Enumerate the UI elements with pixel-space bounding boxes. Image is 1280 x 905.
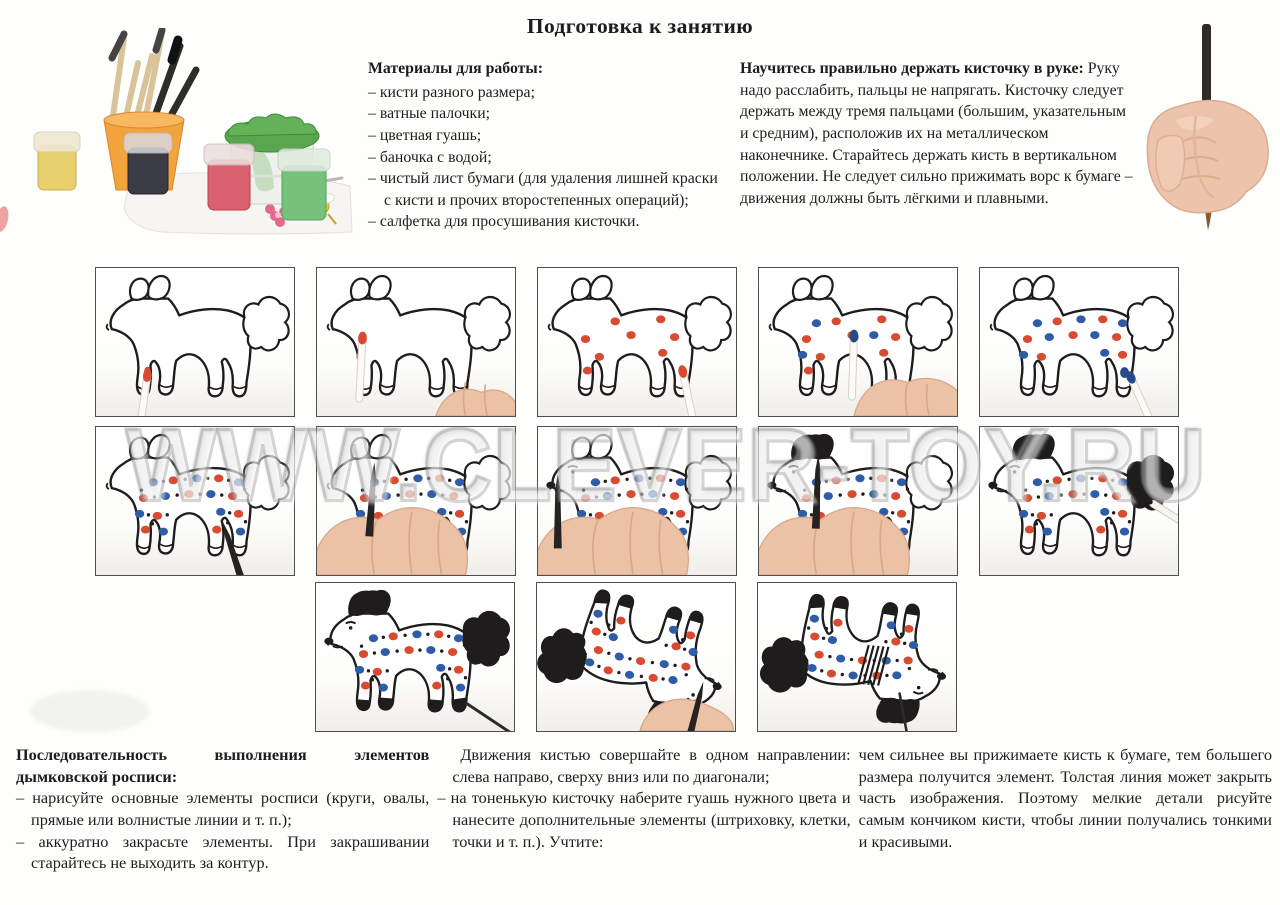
- bottom-col-pressure: [859, 744, 1272, 874]
- list-item: – нарисуйте основные элементы росписи (круги, овалы, прямые или волнистые линии и т. п.);: [16, 788, 430, 830]
- hand-drawing: [1147, 100, 1268, 212]
- step-panel-11: [315, 582, 515, 732]
- step-10-painting-tail: [980, 427, 1178, 575]
- bottom-col-strokes: [437, 744, 850, 874]
- strokes-list: [437, 787, 850, 852]
- scan-smudge: [0, 205, 11, 233]
- gouache-jars-front-drawing: [72, 168, 88, 188]
- hand: [317, 508, 467, 575]
- hand: [759, 508, 909, 575]
- materials-section: [368, 58, 726, 233]
- step-2-red-strokes-on-chest: [317, 268, 515, 416]
- brush-handle: [1148, 499, 1178, 543]
- list-item: – кисти разного размера;: [368, 83, 535, 101]
- step-11-finished-upright-horse: [316, 583, 514, 731]
- list-item: – салфетка для просушивания кисточки.: [368, 213, 640, 231]
- step-panel-4: [758, 267, 958, 417]
- grip-heading: Научитесь правильно держать кисточку в руке:: [740, 60, 1084, 77]
- step-panel-12: [536, 582, 736, 732]
- hand-photo: [1118, 20, 1273, 250]
- horse-drawing: [758, 591, 952, 728]
- pressure-body: чем сильнее вы прижимаете кисть к бумаге, тем большего размера получится элемент. Толстая линия может закрыть часть изображения. Поэтому мелкие детали рисуйте самым кончиком кисти, чтобы линии получались тонкими и красивыми.: [858, 745, 1272, 851]
- bottom-text: [16, 744, 1272, 874]
- horse-drawing: [107, 435, 289, 555]
- step-panel-3: [537, 267, 737, 417]
- step-panel-5: [979, 267, 1179, 417]
- hand: [436, 382, 515, 416]
- step-panel-9: [758, 426, 958, 576]
- step-6-adding-small-black-dots: [96, 427, 294, 575]
- page-title: Подготовка к занятию: [526, 14, 754, 38]
- painting-steps-grid: [0, 267, 1179, 732]
- sequence-heading: Последовательность выполнения элементов дымковской росписи:: [16, 745, 430, 786]
- step-panel-10: [979, 426, 1179, 576]
- step-13-neck-hatching-flipped: [758, 583, 956, 731]
- paints-photo-drawing: [12, 28, 357, 236]
- list-item: – чистый лист бумаги (для удаления лишней краски с кисти и прочих второстепенных операций);: [368, 170, 718, 209]
- horse-drawing: [988, 434, 1173, 555]
- step-8-painting-face: [538, 427, 736, 575]
- horse-drawing: [991, 276, 1173, 396]
- step-3-red-dots-all-over: [538, 268, 736, 416]
- hand: [854, 378, 957, 416]
- step-5-red-and-blue-dots-done: [980, 268, 1178, 416]
- horse-drawing: [324, 590, 509, 711]
- step-panel-13: [757, 582, 957, 732]
- list-item: – ватные палочки;: [368, 105, 491, 123]
- step-7-adding-small-black-dots: [317, 427, 515, 575]
- paints-brushes-photo: [12, 28, 357, 236]
- list-item: – баночка с водой;: [368, 148, 492, 166]
- step-panel-7: [316, 426, 516, 576]
- horse-drawing: [549, 276, 731, 396]
- horse-drawing: [328, 276, 510, 396]
- hand-photo-drawing: [1118, 20, 1273, 250]
- steps-row: [315, 582, 1179, 732]
- strokes-lead: Движения кистью совершайте в одном направлении: слева направо, сверху вниз или по диагонали;: [452, 745, 851, 786]
- list-item: – цветная гуашь;: [368, 126, 482, 144]
- step-12-painting-muzzle-flipped: [537, 583, 735, 731]
- step-panel-2: [316, 267, 516, 417]
- brush-handle: [466, 703, 514, 731]
- step-panel-6: [95, 426, 295, 576]
- materials-heading: Материалы для работы:: [368, 60, 544, 77]
- step-panel-8: [537, 426, 737, 576]
- materials-list: [368, 82, 726, 233]
- horse-drawing: [107, 276, 289, 396]
- step-1-outline-first-red-dot: [96, 268, 294, 416]
- grip-body: Руку надо расслабить, пальцы не напрягать. Кисточку следует держать между тремя пальцами (большим, указательным и средним), расположив их на металлическом наконечнике. Старайтесь держать кисть в вертикальном положении. Не следует сильно прижимать ворс к бумаге – движения должны быть лёгкими и плавными.: [740, 60, 1133, 207]
- steps-row: [95, 267, 1179, 417]
- step-9-painting-mane: [759, 427, 957, 575]
- list-item: – на тоненькую кисточку наберите гуашь нужного цвета и нанесите дополнительные элементы (штриховку, клетки, точки и т. п.). Учтите:: [437, 788, 851, 851]
- bottom-col-sequence: [16, 744, 429, 874]
- grip-section: [740, 58, 1138, 209]
- sequence-list: [16, 787, 429, 874]
- list-item: – аккуратно закрасьте элементы. При закрашивании старайтесь не выходить за контур.: [16, 831, 430, 873]
- steps-row: [95, 426, 1179, 576]
- step-panel-1: [95, 267, 295, 417]
- step-4-adding-blue-dots: [759, 268, 957, 416]
